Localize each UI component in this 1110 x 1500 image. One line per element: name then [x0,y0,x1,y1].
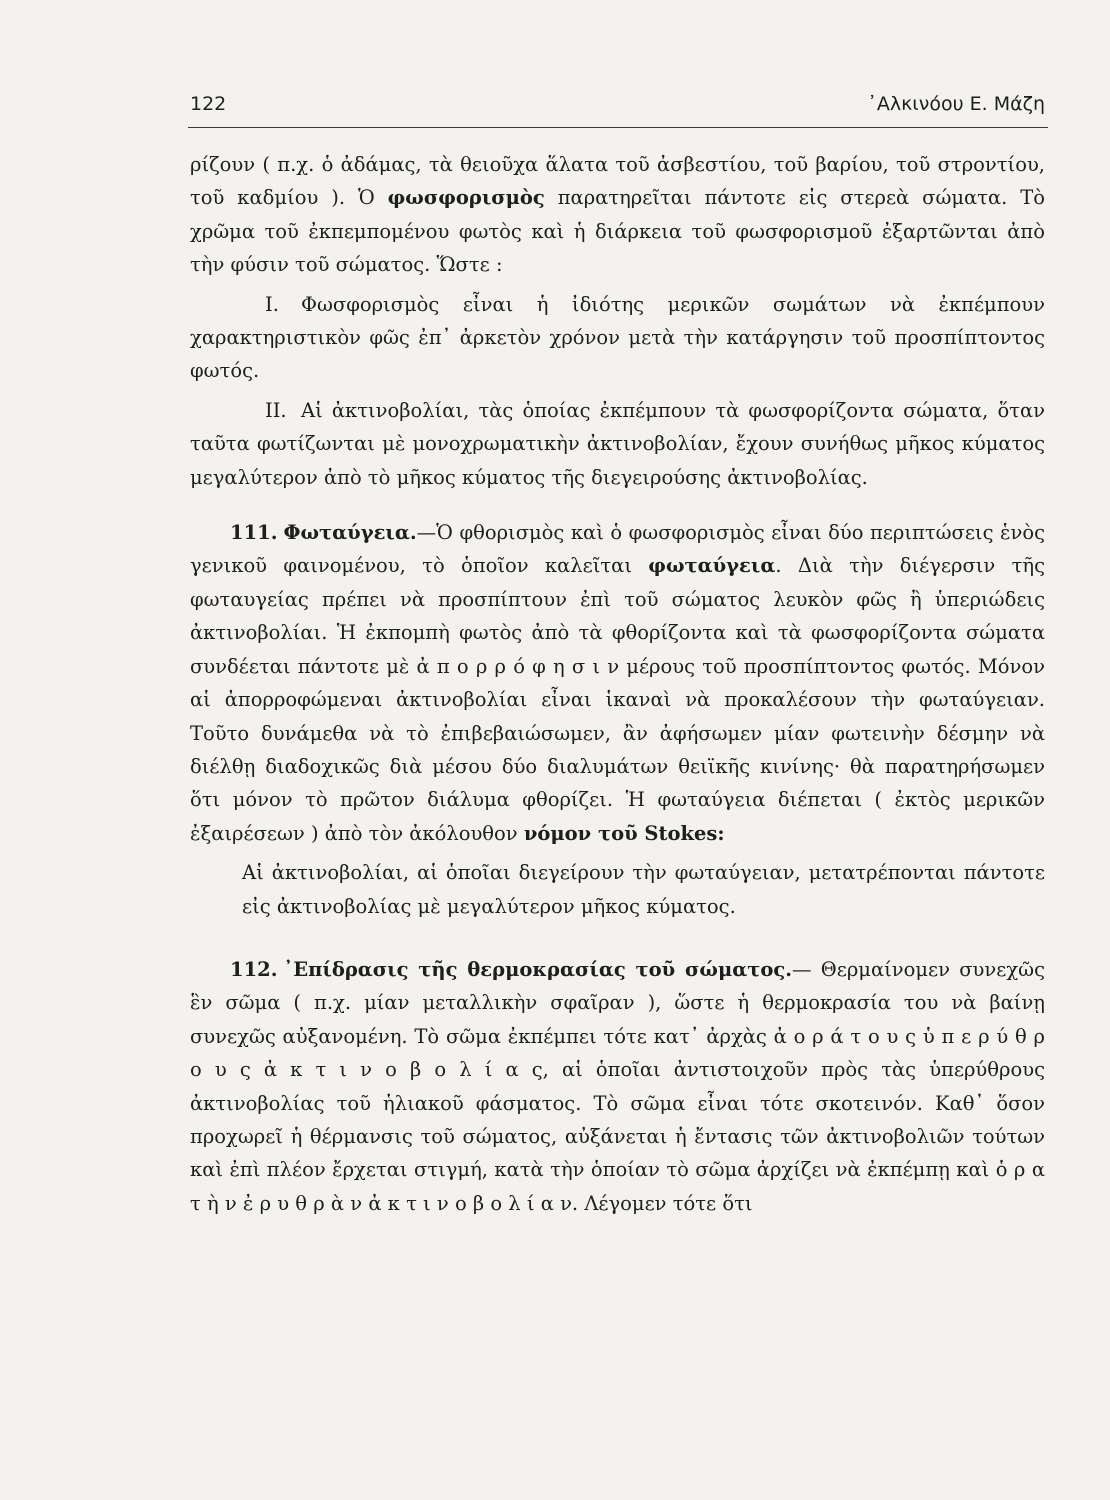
page-number: 122 [190,93,227,115]
list-item [190,288,1045,388]
section-text: . Διὰ τὴν διέγερσιν τῆς φωταυγείας πρέπει νὰ προσπίπτουν ἐπὶ τοῦ σώματος λευκὸν φῶς ἢ ὑπεριώδεις ἀκτινοβολίαι. Ἡ ἐκπομπὴ φωτὸς ἀπὸ τὰ φθορίζοντα καὶ τὰ φωσφορίζοντα σώματα συνδέεται πάντοτε μὲ ἀ π ο ρ ρ ό φ η σ ι ν μέρους τοῦ προσπίπτοντος φωτός. Μόνον αἱ ἀπορροφώμεναι ἀκτινοβολίαι εἶναι ἱκαναὶ νὰ προκαλέσουν τὴν φωταύγειαν. Τοῦτο δυνάμεθα νὰ τὸ ἐπιβεβαιώσωμεν, ἂν ἀφήσωμεν μίαν φωτεινὴν δέσμην νὰ διέλθῃ διαδοχικῶς διὰ μέσου δύο διαλυμάτων θειϊκῆς κινίνης· θὰ παρατηρήσωμεν ὅτι μόνον τὸ πρῶτον διάλυμα φθορίζει. Ἡ φωταύγεια διέπεται ( ἐκτὸς μερικῶν ἐξαιρέσεων ) ἀπὸ τὸν ἀκόλουθον [190,554,1045,845]
page-header [190,93,1045,115]
list-item [190,394,1045,494]
section-title: Φωταύγεια. [283,521,417,545]
page-body [190,148,1045,1220]
section-number: 112. [230,957,278,981]
section-111 [190,516,1045,850]
list-item-text: Αἱ ἀκτινοβολίαι, τὰς ὁποίας ἐκπέμπουν τὰ φωσφορίζοντα σώματα, ὅταν ταῦτα φωτίζωνται μὲ μονοχρωματικὴν ἀκτινοβολίαν, ἔχουν συνήθως μῆκος κύματος μεγαλύτερον ἀπὸ τὸ μῆκος κύματος τῆς διεγειρούσης ἀκτινοβολίας. [190,398,1045,489]
list-item-text: Φωσφορισμὸς εἶναι ἡ ἰδιότης μερικῶν σωμάτων νὰ ἐκπέμπουν χαρακτηριστικὸν φῶς ἐπ᾿ ἀρκετὸν χρόνον μετὰ τὴν κατάργησιν τοῦ προσπίπτοντος φωτός. [190,292,1045,383]
section-text: — Θερμαίνομεν συνεχῶς ἓν σῶμα ( π.χ. μίαν μεταλλικὴν σφαῖραν ), ὥστε ἡ θερμοκρασία του νὰ βαίνῃ συνεχῶς αὐξανομένη. Τὸ σῶμα ἐκπέμπει τότε κατ᾿ ἀρχὰς ἀ ο ρ ά τ ο υ ς ὑ π ε ρ ύ θ ρ ο υ ς ἀ κ τ ι ν ο β ο λ ί α ς, αἱ ὁποῖαι ἀντιστοιχοῦν πρὸς τὰς ὑπερύθρους ἀκτινοβολίας τοῦ ἡλιακοῦ φάσματος. Τὸ σῶμα εἶναι τότε σκοτεινόν. Καθ᾿ ὅσον προχωρεῖ ἡ θέρμανσις τοῦ σώματος, αὐξάνεται ἡ ἔντασις τῶν ἀκτινοβολιῶν τούτων καὶ ἐπὶ πλέον ἔρχεται στιγμή, κατὰ τὴν ὁποίαν τὸ σῶμα ἀρχίζει νὰ ἐκπέμπῃ καὶ ὁ ρ α τ ὴ ν ἐ ρ υ θ ρ ὰ ν ἀ κ τ ι ν ο β ο λ ί α ν. Λέγομεν τότε ὅτι [190,957,1046,1215]
section-title: ᾿Επίδρασις τῆς θερμοκρασίας τοῦ σώματος. [283,957,793,981]
header-rule [188,127,1048,128]
running-title: ᾿Αλκινόου Ε. Μάζη [867,93,1045,115]
list-item-number: II. [265,398,287,422]
intro-bold-term: φωσφορισμὸς [387,186,545,210]
section-112 [190,953,1045,1220]
list-item-number: I. [265,292,279,316]
law-label: νόμον τοῦ Stokes: [523,821,725,845]
stokes-law-statement: Αἱ ἀκτινοβολίαι, αἱ ὁποῖαι διεγείρουν τὴν φωταύγειαν, μετατρέπονται πάντοτε εἰς ἀκτινοβολίας μὲ μεγαλύτερον μῆκος κύματος. [242,861,1045,918]
intro-text-b: παρατηρεῖται πάντοτε εἰς στερεὰ σώματα. Τὸ χρῶμα τοῦ ἐκπεμπομένου φωτὸς καὶ ἡ διάρκεια τοῦ φωσφορισμοῦ ἐξαρτῶνται ἀπὸ τὴν φύσιν τοῦ σώματος. Ὥστε : [190,186,1045,277]
section-text: —Ὁ φθορισμὸς καὶ ὁ φωσφορισμὸς εἶναι δύο περιπτώσεις ἑνὸς γενικοῦ φαινομένου, τὸ ὁποῖον καλεῖται [190,521,1045,578]
intro-paragraph [190,148,1045,282]
intro-text-a: ρίζουν ( π.χ. ὁ ἀδάμας, τὰ θειοῦχα ἅλατα τοῦ ἀσβεστίου, τοῦ βαρίου, τοῦ στροντίου, τοῦ καδμίου ). Ὁ [190,153,1045,210]
section-number: 111. [230,521,278,545]
section-bold-term: φωταύγεια [648,554,776,578]
